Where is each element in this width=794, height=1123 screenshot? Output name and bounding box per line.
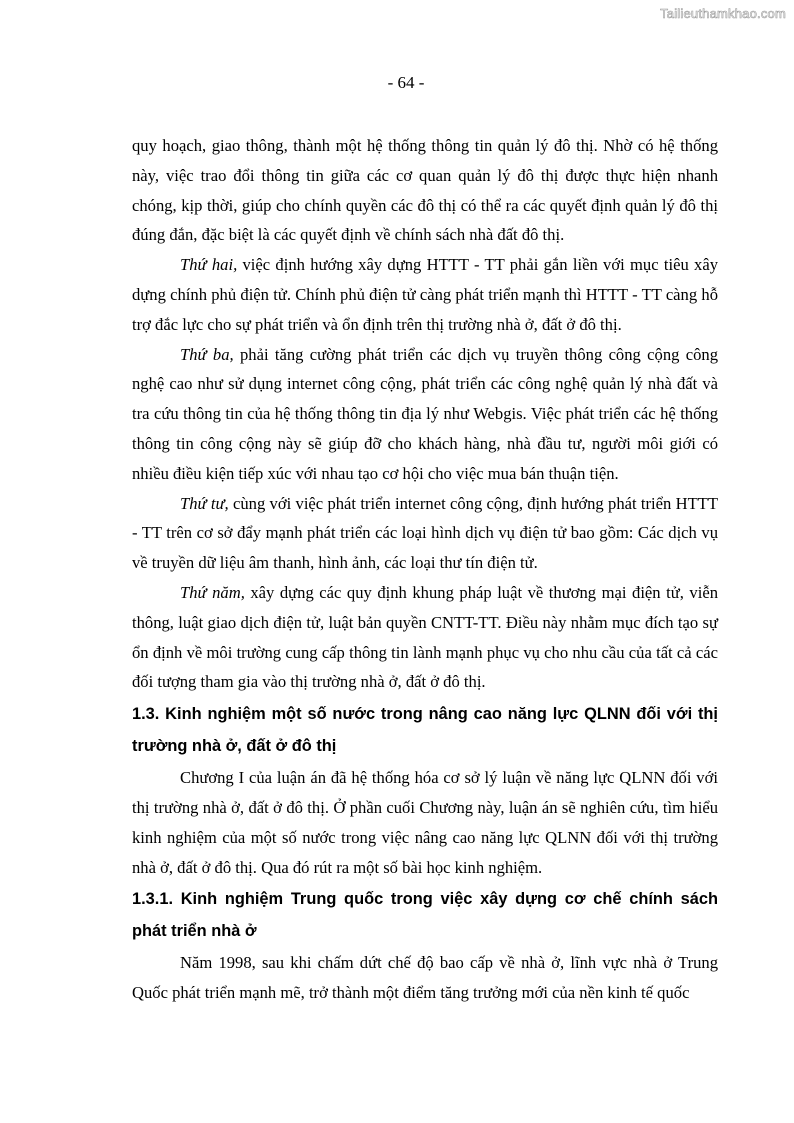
section-heading-1-3-1: 1.3.1. Kinh nghiệm Trung quốc trong việc xây dựng cơ chế chính sách phát triển nhà ở [132,890,718,940]
paragraph-thu-tu [132,489,718,578]
watermark: Tailieuthamkhao.com [660,6,786,21]
page-number: - 64 - [387,73,425,92]
paragraph-chapter-intro: Chương I của luận án đã hệ thống hóa cơ sở lý luận về năng lực QLNN đối với thị trường nhà ở, đất ở đô thị. Ở phần cuối Chương này, luận án sẽ nghiên cứu, tìm hiểu kinh nghiệm của một số nước trong việc nâng cao năng lực QLNN đối với thị trường nhà ở, đất ở đô thị. Qua đó rút ra một số bài học kinh nghiệm. [132,768,718,877]
paragraph-china-1998: Năm 1998, sau khi chấm dứt chế độ bao cấp về nhà ở, lĩnh vực nhà ở Trung Quốc phát triển mạnh mẽ, trở thành một điểm tăng trưởng mới của nền kinh tế quốc [132,953,718,1003]
paragraph-text: cùng với việc phát triển internet công cộng, định hướng phát triển HTTT - TT trên cơ sở đẩy mạnh phát triển các loại hình dịch vụ điện tử bao gồm: Các dịch vụ về truyền dữ liệu âm thanh, hình ảnh, các loại thư tín điện tử. [132,493,718,573]
paragraph-text: việc định hướng xây dựng HTTT - TT phải gắn liền với mục tiêu xây dựng chính phủ điện tử. Chính phủ điện tử càng phát triển mạnh thì HTTT - TT càng hỗ trợ đắc lực cho sự phát triển và ổn định trên thị trường nhà ở, đất ở đô thị. [132,255,718,334]
paragraph-lead: Thứ năm, [180,582,245,602]
paragraph-thu-hai [132,250,718,339]
paragraph-lead: Thứ hai, [180,255,238,275]
section-heading-1-3: 1.3. Kinh nghiệm một số nước trong nâng cao năng lực QLNN đối với thị trường nhà ở, đất ở đô thị [132,705,718,755]
paragraph-thu-ba [132,340,718,489]
paragraph-continued: quy hoạch, giao thông, thành một hệ thống thông tin quản lý đô thị. Nhờ có hệ thống này, việc trao đổi thông tin giữa các cơ quan quản lý đô thị được thực hiện nhanh chóng, kịp thời, giúp cho chính quyền các đô thị có thể ra các quyết định quản lý đô thị đúng đắn, đặc biệt là các quyết định về chính sách nhà đất đô thị. [132,136,718,245]
paragraph-lead: Thứ tư, [180,493,229,513]
document-body [132,131,718,1008]
paragraph-thu-nam [132,578,718,697]
paragraph-text: phải tăng cường phát triển các dịch vụ truyền thông công cộng công nghệ cao như sử dụng internet công cộng, phát triển các công nghệ quản lý nhà đất và tra cứu thông tin của hệ thống thông tin địa lý như Webgis. Việc phát triển các hệ thống thông tin công cộng này sẽ giúp đỡ cho khách hàng, nhà đầu tư, người môi giới có nhiều điều kiện tiếp xúc với nhau tạo cơ hội cho việc mua bán thuận tiện. [132,344,718,483]
paragraph-text: xây dựng các quy định khung pháp luật về thương mại điện tử, viễn thông, luật giao dịch điện tử, luật bản quyền CNTT-TT. Điều này nhằm mục đích tạo sự ổn định về môi trường cung cấp thông tin lành mạnh phục vụ cho nhu cầu của tất cả các đối tượng tham gia vào thị trường nhà ở, đất ở đô thị. [132,582,718,692]
paragraph-lead: Thứ ba, [180,344,234,364]
